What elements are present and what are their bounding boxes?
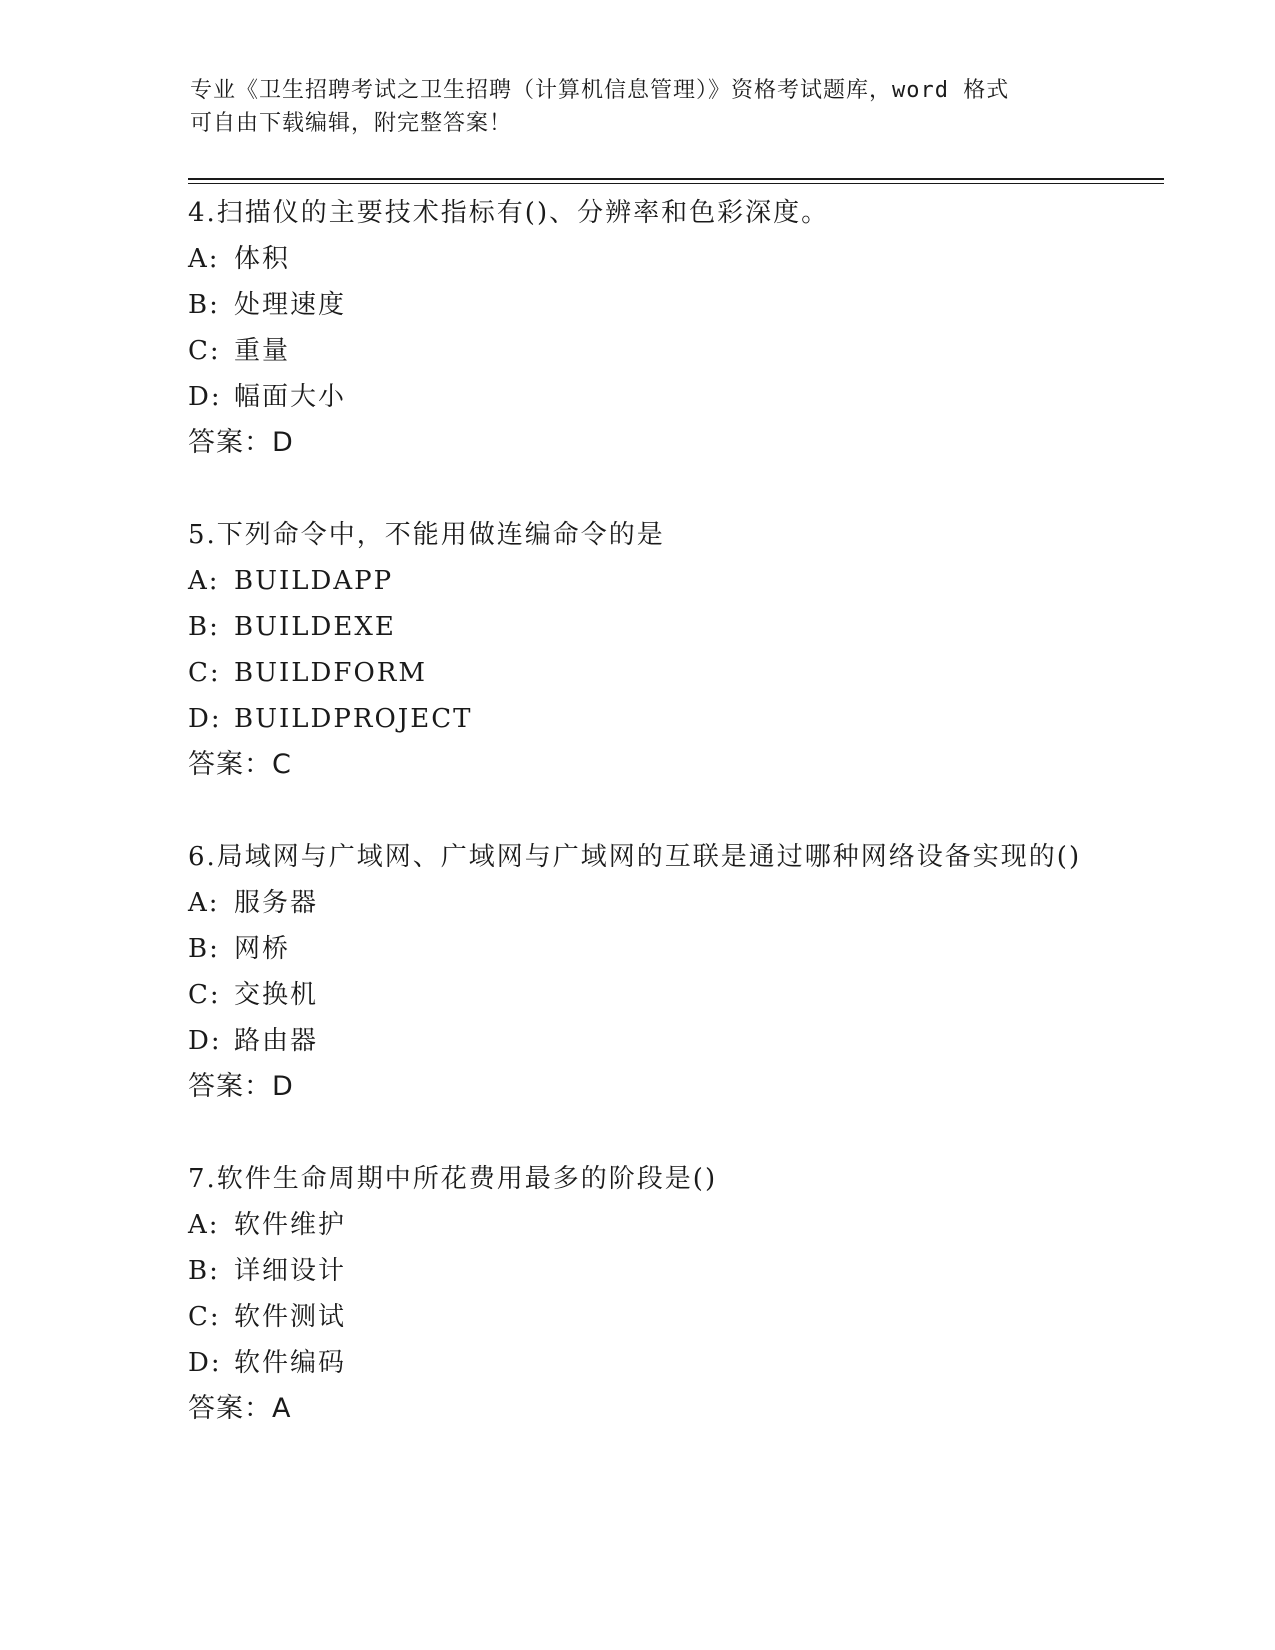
- option-b: [188, 604, 1088, 650]
- question-stem: 5.下列命令中，不能用做连编命令的是: [188, 520, 665, 550]
- answer-line: 答案：C: [188, 749, 292, 780]
- option-letter: C:: [188, 658, 221, 688]
- option-text: BUILDPROJECT: [234, 704, 473, 734]
- question-stem: 4.扫描仪的主要技术指标有()、分辨率和色彩深度。: [188, 198, 830, 228]
- option-d: [188, 696, 1088, 742]
- question-6: [188, 834, 1088, 1110]
- question-7: [188, 1156, 1088, 1432]
- option-letter: D:: [188, 1348, 222, 1378]
- header-line-1: 专业《卫生招聘考试之卫生招聘（计算机信息管理）》资格考试题库，word 格式: [190, 78, 1010, 103]
- header-line-2: 可自由下载编辑，附完整答案！: [190, 111, 513, 136]
- option-text: BUILDEXE: [234, 612, 396, 642]
- option-c: [188, 328, 1088, 374]
- option-text: BUILDFORM: [234, 658, 427, 688]
- option-d: [188, 374, 1088, 420]
- option-letter: D:: [188, 1026, 222, 1056]
- option-a: [188, 236, 1088, 282]
- option-letter: D:: [188, 382, 222, 412]
- option-letter: B:: [188, 1256, 220, 1286]
- option-c: [188, 1294, 1088, 1340]
- option-letter: B:: [188, 934, 220, 964]
- option-d: [188, 1340, 1088, 1386]
- option-text: 服务器: [234, 888, 319, 918]
- option-text: 交换机: [234, 980, 319, 1010]
- option-letter: D:: [188, 704, 222, 734]
- option-letter: A:: [188, 888, 220, 918]
- option-b: [188, 926, 1088, 972]
- option-d: [188, 1018, 1088, 1064]
- option-a: [188, 1202, 1088, 1248]
- question-list: [188, 190, 1088, 1478]
- option-letter: A:: [188, 244, 220, 274]
- option-b: [188, 1248, 1088, 1294]
- option-text: BUILDAPP: [234, 566, 394, 596]
- option-text: 幅面大小: [234, 382, 347, 412]
- header-divider-thin: [188, 183, 1164, 184]
- option-text: 网桥: [234, 934, 291, 964]
- header-divider: [188, 178, 1164, 180]
- option-b: [188, 282, 1088, 328]
- option-letter: B:: [188, 290, 220, 320]
- answer-line: 答案：D: [188, 427, 294, 458]
- option-text: 详细设计: [234, 1256, 347, 1286]
- option-letter: C:: [188, 336, 221, 366]
- answer-line: 答案：D: [188, 1071, 294, 1102]
- option-letter: A:: [188, 1210, 220, 1240]
- answer-line: 答案：A: [188, 1393, 292, 1424]
- option-a: [188, 558, 1088, 604]
- option-text: 软件编码: [234, 1348, 347, 1378]
- option-text: 软件维护: [234, 1210, 347, 1240]
- option-text: 处理速度: [234, 290, 347, 320]
- question-stem: 6.局域网与广域网、广域网与广域网的互联是通过哪种网络设备实现的(): [188, 842, 1082, 872]
- option-c: [188, 972, 1088, 1018]
- option-letter: C:: [188, 980, 221, 1010]
- option-text: 体积: [234, 244, 291, 274]
- option-text: 路由器: [234, 1026, 319, 1056]
- option-letter: A:: [188, 566, 220, 596]
- document-header: [190, 74, 1090, 140]
- option-letter: B:: [188, 612, 220, 642]
- option-letter: C:: [188, 1302, 221, 1332]
- question-5: [188, 512, 1088, 788]
- question-stem: 7.软件生命周期中所花费用最多的阶段是(): [188, 1164, 718, 1194]
- option-a: [188, 880, 1088, 926]
- option-text: 软件测试: [234, 1302, 347, 1332]
- question-4: [188, 190, 1088, 466]
- option-text: 重量: [234, 336, 291, 366]
- option-c: [188, 650, 1088, 696]
